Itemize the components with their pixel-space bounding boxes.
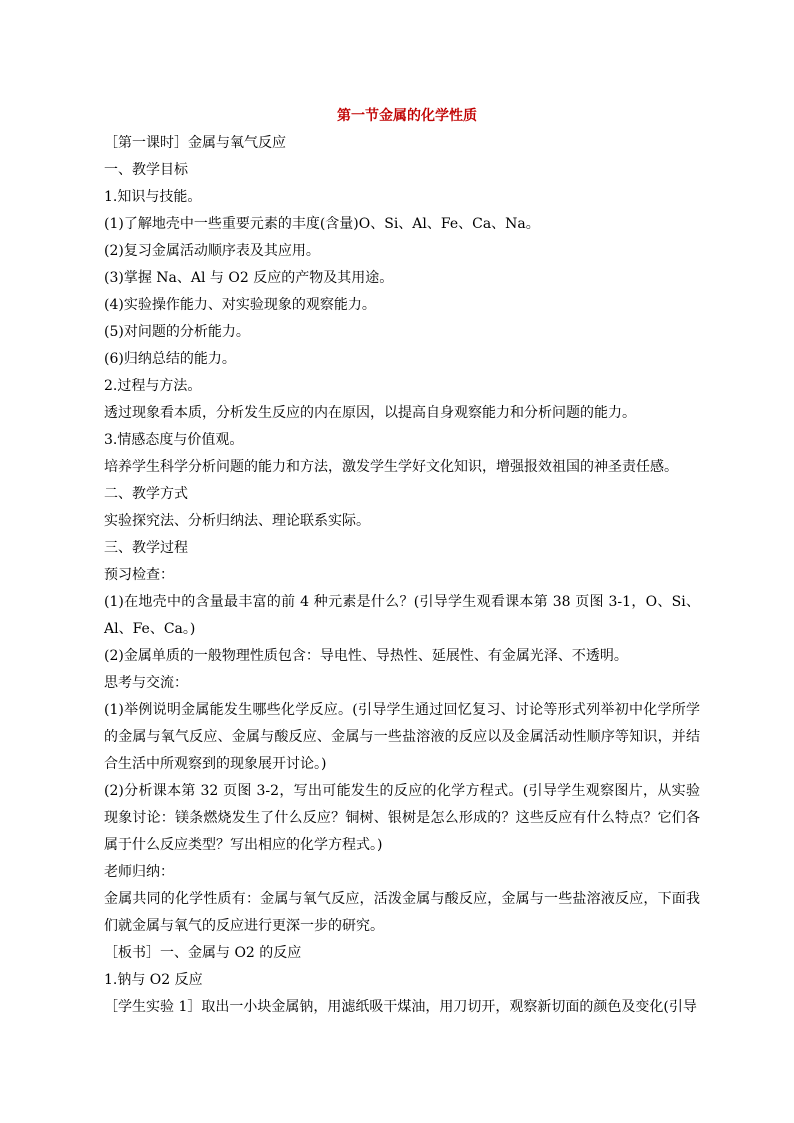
section-heading: 三、教学过程 xyxy=(104,540,188,556)
experiment-note: ［学生实验 1］取出一小块金属钠，用滤纸吸干煤油，用刀切开，观察新切面的颜色及变化(引导 xyxy=(104,999,697,1015)
list-item: (2)分析课本第 32 页图 3-2，写出可能发生的反应的化学方程式。(引导学生观察图片，从实验现象讨论：镁条燃烧发生了什么反应？铜树、银树是怎么形成的？这些反应有什么特点？它们各属于什么反应类型？写出相应的化学方程式。) xyxy=(104,783,700,853)
paragraph: 透过现象看本质，分析发生反应的内在原因，以提高自身观察能力和分析问题的能力。 xyxy=(104,405,636,421)
subsection-heading: 1.知识与技能。 xyxy=(104,189,202,205)
list-item: (2)复习金属活动顺序表及其应用。 xyxy=(104,243,320,259)
paragraph-label: 老师归纳： xyxy=(104,864,174,880)
list-item: (1)了解地壳中一些重要元素的丰度(含量)O、Si、Al、Fe、Ca、Na。 xyxy=(104,216,540,232)
list-item: (5)对问题的分析能力。 xyxy=(104,324,250,340)
paragraph-label: 预习检查： xyxy=(104,567,174,583)
lesson-subtitle: ［第一课时］金属与氧气反应 xyxy=(104,135,286,151)
subsection-heading: 1.钠与 O2 反应 xyxy=(104,972,203,988)
paragraph: 实验探究法、分析归纳法、理论联系实际。 xyxy=(104,513,370,529)
board-note: ［板书］一、金属与 O2 的反应 xyxy=(104,945,302,961)
list-item: (4)实验操作能力、对实验现象的观察能力。 xyxy=(104,297,376,313)
paragraph: 培养学生科学分析问题的能力和方法，激发学生学好文化知识，增强报效祖国的神圣责任感。 xyxy=(104,459,678,475)
list-item: (1)举例说明金属能发生哪些化学反应。(引导学生通过回忆复习、讨论等形式列举初中化学所学的金属与氧气反应、金属与酸反应、金属与一些盐溶液的反应以及金属活动性顺序等知识，并结合生活中所观察到的现象展开讨论。) xyxy=(104,702,700,772)
paragraph: 金属共同的化学性质有：金属与氧气反应，活泼金属与酸反应，金属与一些盐溶液反应，下面我们就金属与氧气的反应进行更深一步的研究。 xyxy=(104,891,700,934)
document-title: 第一节金属的化学性质 xyxy=(337,108,477,124)
subsection-heading: 2.过程与方法。 xyxy=(104,378,202,394)
paragraph-label: 思考与交流： xyxy=(104,675,188,691)
list-item: (1)在地壳中的含量最丰富的前 4 种元素是什么？(引导学生观看课本第 38 页图 3-1，O、Si、Al、Fe、Ca。) xyxy=(104,594,700,637)
section-heading: 二、教学方式 xyxy=(104,486,188,502)
list-item: (6)归纳总结的能力。 xyxy=(104,351,236,367)
subsection-heading: 3.情感态度与价值观。 xyxy=(104,432,244,448)
list-item: (2)金属单质的一般物理性质包含：导电性、导热性、延展性、有金属光泽、不透明。 xyxy=(104,648,628,664)
list-item: (3)掌握 Na、Al 与 O2 反应的产物及其用途。 xyxy=(104,270,394,286)
section-heading: 一、教学目标 xyxy=(104,162,188,178)
document-page xyxy=(104,103,700,1021)
